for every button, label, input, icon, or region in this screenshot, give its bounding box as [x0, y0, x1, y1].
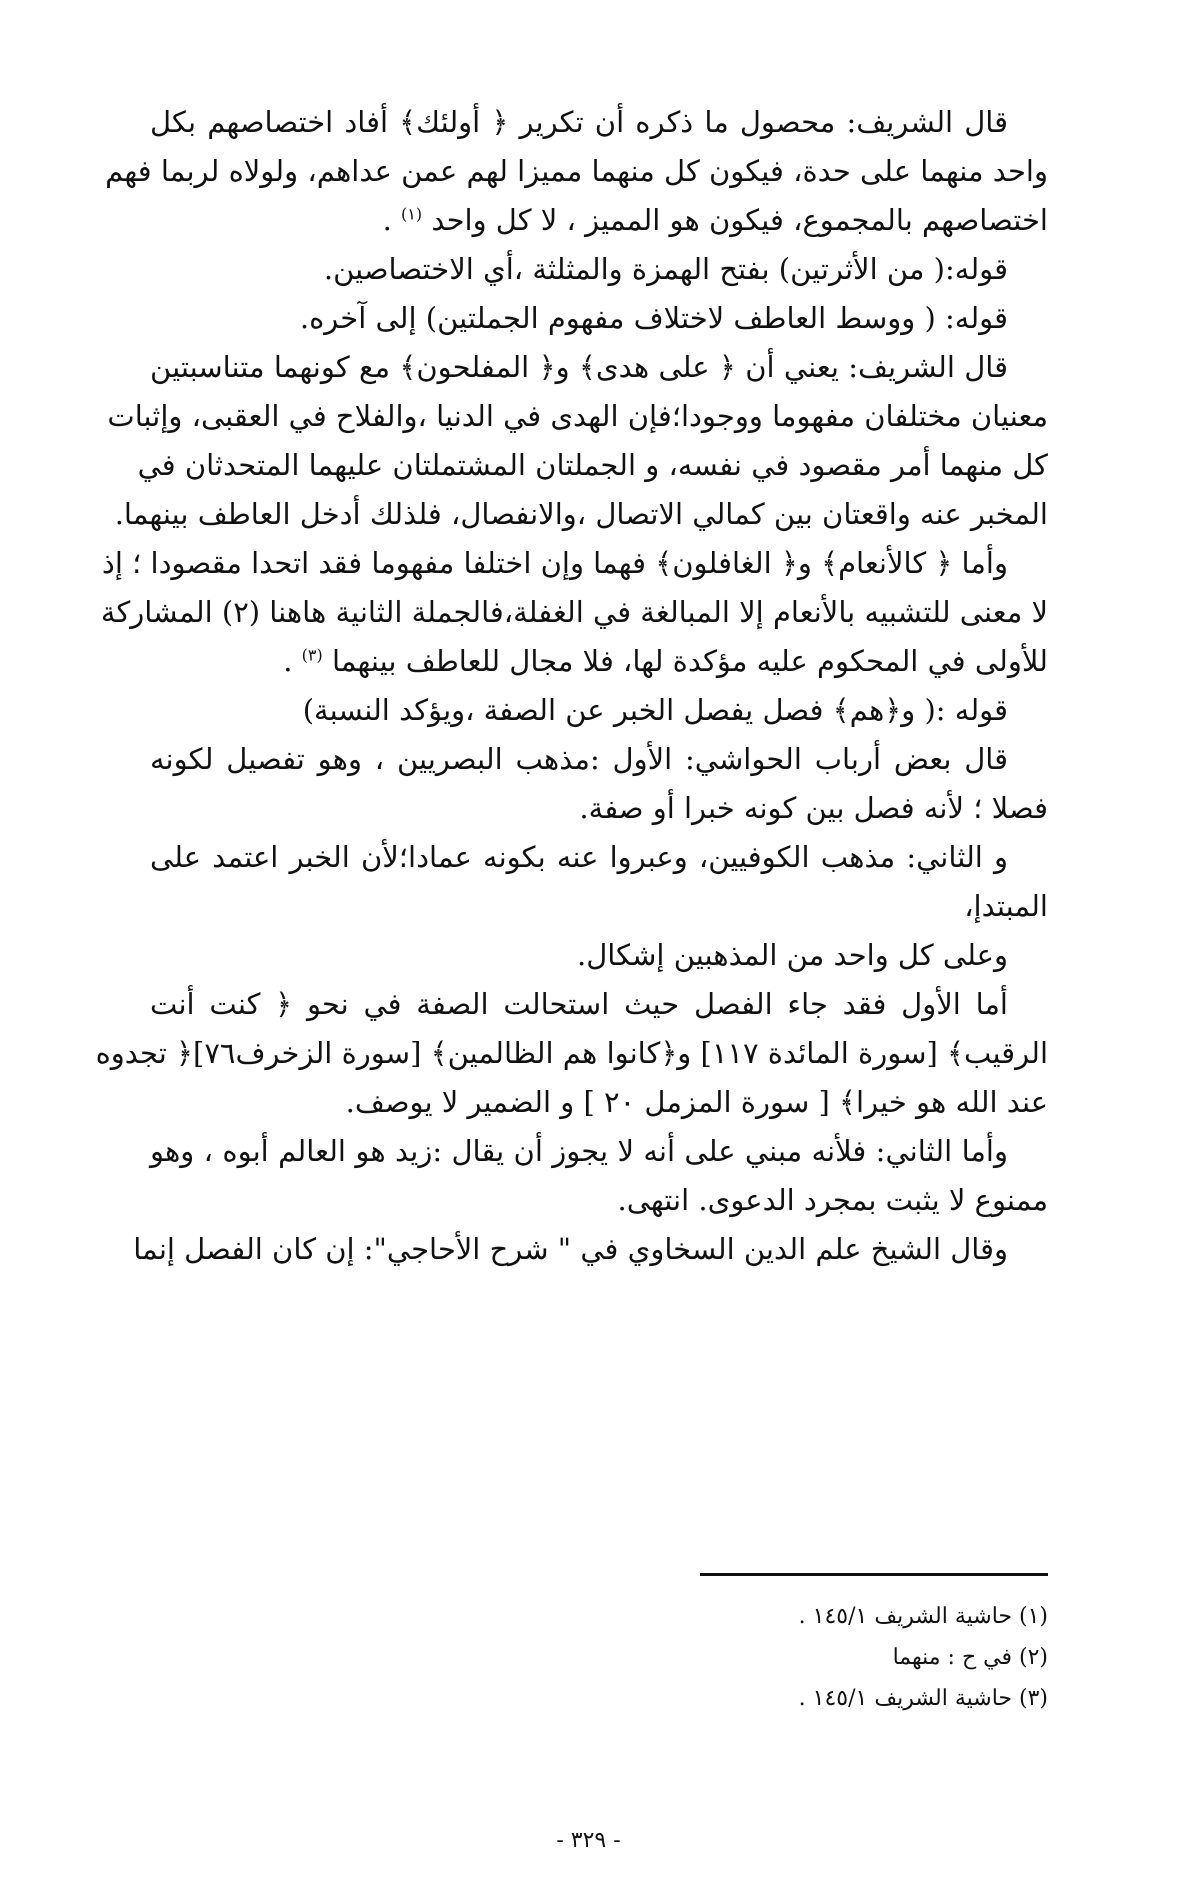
text-line: للأولى في المحكوم عليه مؤكدة لها، فلا مجال للعاطف بينهما $^{(٣)}$ .	[283, 644, 1048, 678]
text-line: وعلى كل واحد من المذهبين إشكال.	[576, 938, 1008, 972]
text-line: المبتدإ،	[964, 889, 1048, 923]
line-end-punctuation: .	[382, 203, 402, 237]
text-line: واحد منهما على حدة، فيكون كل منهما مميزا لهم عمن عداهم، ولولاه لربما فهم	[105, 154, 1048, 188]
footnotes	[700, 1596, 1048, 1719]
text-line: قال بعض أرباب الحواشي: الأول :مذهب البصريين ، وهو تفصيل لكونه	[150, 742, 1008, 776]
text-line: أما الأول فقد جاء الفصل حيث استحالت الصفة في نحو ﴿ كنت أنت	[150, 987, 1008, 1021]
text-line: اختصاصهم بالمجموع، فيكون هو المميز ، لا كل واحد $^{(١)}$ .	[382, 203, 1048, 237]
text-line: الرقيب﴾ [سورة المائدة ١١٧] و﴿كانوا هم الظالمين﴾ [سورة الزخرف٧٦]﴿ تجدوه	[95, 1036, 1048, 1070]
text-line: قال الشريف: محصول ما ذكره أن تكرير ﴿ أولئك﴾ أفاد اختصاصهم بكل	[150, 105, 1008, 139]
text-line: قال الشريف: يعني أن ﴿ على هدى﴾ و﴿ المفلحون﴾ مع كونهما متناسبتين	[150, 350, 1008, 384]
text-line: معنيان مختلفان مفهوما ووجودا؛فإن الهدى في الدنيا ،والفلاح في العقبى، وإثبات	[107, 399, 1048, 433]
paragraph	[100, 539, 1048, 686]
footnote-separator	[700, 1573, 1048, 1576]
paragraph	[105, 98, 1048, 245]
page-number: - ٣٢٩ -	[556, 1828, 621, 1853]
text-line: عند الله هو خيرا﴾ [ سورة المزمل ٢٠ ] و الضمير لا يوصف.	[345, 1085, 1048, 1119]
text-line: قوله:( من الأثرتين) بفتح الهمزة والمثلثة ،أي الاختصاصين.	[323, 252, 1008, 286]
text-line: المخبر عنه واقعتان بين كمالي الاتصال ،والانفصال، فلذلك أدخل العاطف بينهما.	[114, 497, 1048, 531]
paragraph	[150, 245, 1048, 294]
text-line: قوله: ( ووسط العاطف لاختلاف مفهوم الجملتين) إلى آخره.	[299, 301, 1008, 335]
main-text	[95, 98, 1048, 1274]
text-line: قوله :( و﴿هم﴾ فصل يفصل الخبر عن الصفة ،ويؤكد النسبة)	[302, 693, 1008, 727]
text-line: لا معنى للتشبيه بالأنعام إلا المبالغة في الغفلة،فالجملة الثانية هاهنا (٢) المشاركة	[100, 595, 1048, 629]
text-line: وأما الثاني: فلأنه مبني على أنه لا يجوز أن يقال :زيد هو العالم أبوه ، وهو	[150, 1134, 1008, 1168]
paragraph	[150, 686, 1048, 735]
text-line: ممنوع لا يثبت بمجرد الدعوى. انتهى.	[617, 1183, 1048, 1217]
text-line: وقال الشيخ علم الدين السخاوي في " شرح الأحاجي": إن كان الفصل إنما	[133, 1232, 1008, 1266]
text-line: و الثاني: مذهب الكوفيين، وعبروا عنه بكونه عمادا؛لأن الخبر اعتمد على	[150, 840, 1008, 874]
footnote: (٢) في ح : منهما	[892, 1645, 1048, 1670]
footnote: (٣) حاشية الشريف ١٤٥/١ .	[798, 1686, 1048, 1711]
footnote-reference: (١)	[401, 204, 423, 224]
paragraph	[150, 931, 1048, 980]
text-line: فصلا ؛ لأنه فصل بين كونه خبرا أو صفة.	[579, 791, 1048, 825]
paragraph	[95, 980, 1048, 1127]
text-line: كل منهما أمر مقصود في نفسه، و الجملتان المشتملتان عليهما المتحدثان في	[137, 448, 1048, 482]
paragraph	[107, 343, 1048, 539]
paragraph	[150, 1127, 1048, 1225]
text-line: وأما ﴿ كالأنعام﴾ و﴿ الغافلون﴾ فهما وإن اختلفا مفهوما فقد اتحدا مقصودا ؛ إذ	[101, 546, 1008, 580]
line-end-punctuation: .	[283, 644, 302, 678]
paragraph	[133, 1225, 1048, 1274]
paragraph	[150, 294, 1048, 343]
footnote-reference: (٣)	[301, 645, 323, 665]
paragraph	[150, 735, 1048, 833]
footnote: (١) حاشية الشريف ١٤٥/١ .	[798, 1604, 1048, 1629]
paragraph	[150, 833, 1048, 931]
